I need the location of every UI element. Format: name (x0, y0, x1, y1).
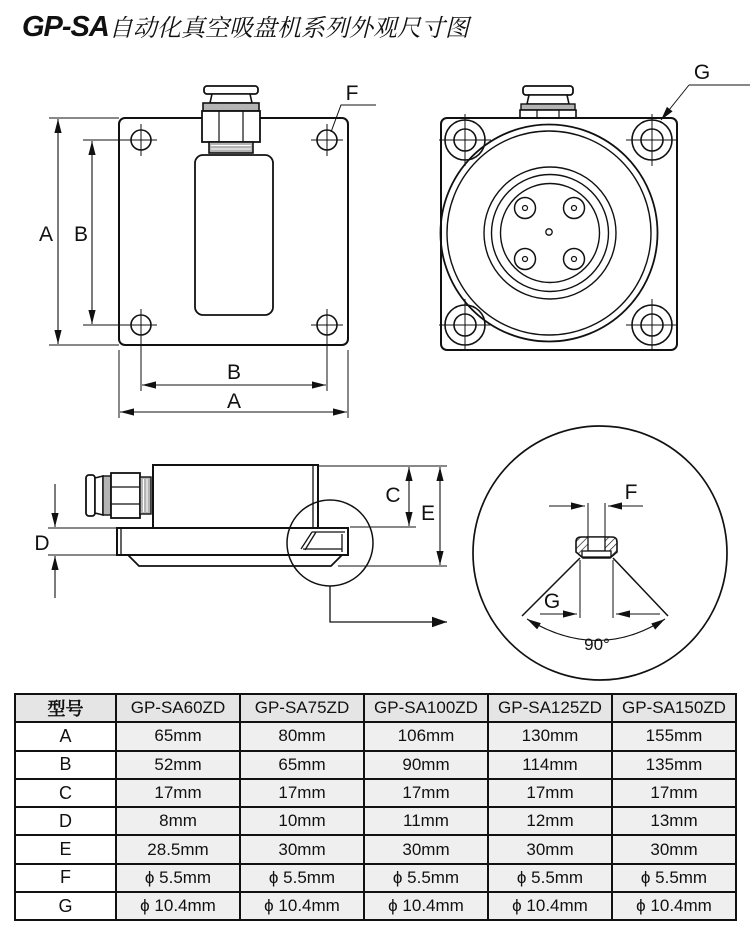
dim-label-B-left: B (73, 223, 89, 246)
col-header-sa125: GP-SA125ZD (488, 694, 612, 722)
title-model: GP-SA (22, 11, 109, 43)
dim-label-B-bottom: B (226, 361, 242, 384)
row-label-G: G (15, 892, 116, 920)
spec-table (14, 693, 737, 921)
dim-label-G-detail: G (543, 590, 561, 613)
spec-cell: 11mm (364, 807, 488, 835)
row-label-A: A (15, 722, 116, 750)
spec-cell: ϕ 10.4mm (488, 892, 612, 920)
spec-cell: 90mm (364, 751, 488, 779)
front-view (49, 86, 376, 418)
spec-cell: 8mm (116, 807, 240, 835)
air-fitting-front (202, 86, 260, 153)
spec-cell: ϕ 10.4mm (116, 892, 240, 920)
spec-cell: 65mm (116, 722, 240, 750)
spec-cell: 30mm (488, 835, 612, 863)
dim-label-C: C (385, 484, 401, 507)
spec-cell: ϕ 5.5mm (364, 864, 488, 892)
detail-leader (330, 586, 447, 622)
row-label-C: C (15, 779, 116, 807)
spec-cell: 30mm (612, 835, 736, 863)
spec-cell: 28.5mm (116, 835, 240, 863)
dim-label-G: G (693, 61, 711, 84)
spec-cell: 130mm (488, 722, 612, 750)
spec-cell: ϕ 10.4mm (240, 892, 364, 920)
spec-cell: ϕ 5.5mm (612, 864, 736, 892)
spec-cell: 13mm (612, 807, 736, 835)
dim-B-vertical (83, 140, 127, 325)
spec-cell: 65mm (240, 751, 364, 779)
spec-cell: 17mm (116, 779, 240, 807)
table-header-row (15, 694, 736, 722)
spec-cell: 17mm (364, 779, 488, 807)
dim-label-A-left: A (38, 223, 54, 246)
row-label-E: E (15, 835, 116, 863)
air-fitting-side (86, 473, 151, 518)
dim-label-D: D (34, 532, 50, 555)
spec-cell: ϕ 10.4mm (364, 892, 488, 920)
col-header-sa100: GP-SA100ZD (364, 694, 488, 722)
spec-cell: 52mm (116, 751, 240, 779)
spec-cell: 30mm (364, 835, 488, 863)
air-fitting-top-stub (520, 86, 576, 118)
dim-label-A-bottom: A (226, 390, 242, 413)
row-label-F: F (15, 864, 116, 892)
spec-cell: 17mm (240, 779, 364, 807)
spec-cell: ϕ 5.5mm (488, 864, 612, 892)
spec-cell: 106mm (364, 722, 488, 750)
spec-cell: 114mm (488, 751, 612, 779)
col-header-sa60: GP-SA60ZD (116, 694, 240, 722)
spec-cell: 30mm (240, 835, 364, 863)
table-row (15, 807, 736, 835)
spec-cell: ϕ 10.4mm (612, 892, 736, 920)
row-label-B: B (15, 751, 116, 779)
table-row (15, 779, 736, 807)
col-header-sa150: GP-SA150ZD (612, 694, 736, 722)
spec-cell: 155mm (612, 722, 736, 750)
row-label-D: D (15, 807, 116, 835)
table-row (15, 892, 736, 920)
front-mount-holes (131, 130, 337, 335)
dim-label-F-detail: F (624, 481, 638, 504)
dim-label-F: F (345, 82, 359, 105)
table-row (15, 864, 736, 892)
col-header-model: 型号 (15, 694, 116, 722)
angle-label: 90° (584, 635, 610, 654)
title-series-text: 自动化真空吸盘机系列外观尺寸图 (108, 15, 469, 42)
front-hole-crosshairs (125, 124, 343, 341)
spec-cell: 10mm (240, 807, 364, 835)
spec-cell: 80mm (240, 722, 364, 750)
spec-cell: 17mm (488, 779, 612, 807)
spec-cell: ϕ 5.5mm (116, 864, 240, 892)
leader-G (661, 85, 750, 120)
spec-cell: ϕ 5.5mm (240, 864, 364, 892)
bottom-view (439, 85, 750, 351)
spec-cell: 17mm (612, 779, 736, 807)
spec-cell: 12mm (488, 807, 612, 835)
dim-label-E: E (420, 502, 436, 525)
table-row (15, 835, 736, 863)
table-row (15, 751, 736, 779)
table-row (15, 722, 736, 750)
spec-cell: 135mm (612, 751, 736, 779)
dim-F-detail (549, 503, 643, 538)
suction-cup-skirt (128, 555, 342, 566)
col-header-sa75: GP-SA75ZD (240, 694, 364, 722)
